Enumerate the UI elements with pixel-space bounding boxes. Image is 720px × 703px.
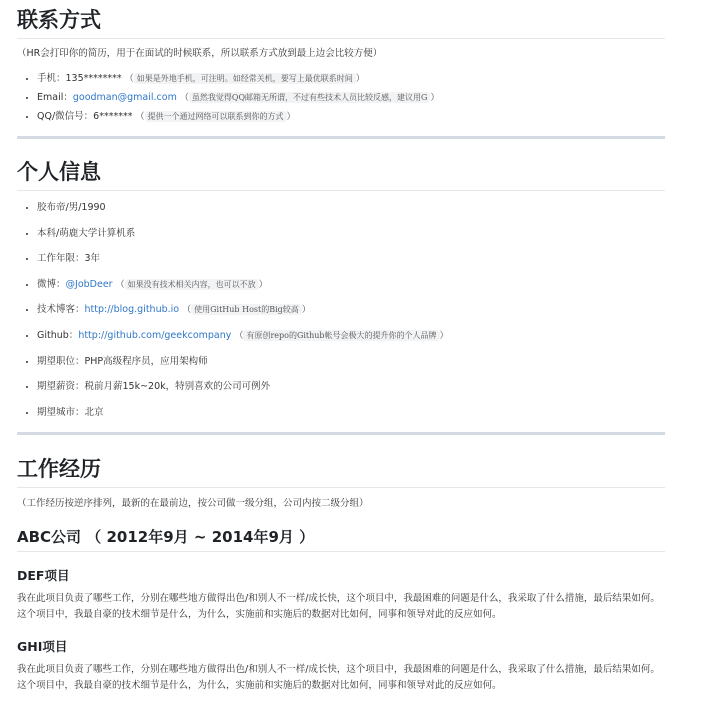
contact-section bbox=[17, 4, 665, 39]
phone-value: 135******** bbox=[65, 73, 122, 84]
contact-heading: 联系方式 bbox=[17, 4, 665, 39]
personal-list bbox=[17, 199, 677, 429]
contact-item-phone: • 手机：135******** （ 如果是外地手机，可注明。如经常关机，要写上最优联系时间 ） bbox=[37, 70, 677, 89]
project-desc-ghi: 我在此项目负责了哪些工作，分别在哪些地方做得出色/和别人不一样/成长快，这个项目中，我最困难的问题是什么，我采取了什么措施，最后结果如何。这个项目中，我最自豪的技术细节是什么，为什么，实施前和实施后的数据对比如何，同事和领导对此的反应如何。 bbox=[17, 664, 660, 691]
github-comment: 有原创repo的Github帐号会极大的提升你的个人品牌 bbox=[243, 330, 439, 341]
work-section bbox=[17, 453, 665, 488]
section-divider bbox=[17, 136, 665, 139]
qq-comment: 提供一个通过网络可以联系到你的方式 bbox=[145, 111, 287, 122]
github-link[interactable]: http://github.com/geekcompany bbox=[78, 329, 232, 341]
personal-item-weibo: • 微博：@JobDeer （ 如果没有技术相关内容，也可以不放 ） bbox=[37, 276, 677, 302]
contact-item-qq: • QQ/微信号：6******* （ 提供一个通过网络可以联系到你的方式 ） bbox=[37, 108, 677, 127]
blog-link[interactable]: http://blog.github.io bbox=[84, 304, 180, 316]
weibo-link[interactable]: @JobDeer bbox=[65, 278, 113, 290]
personal-item-city: • 期望城市：北京 bbox=[37, 404, 677, 430]
personal-item-github: • Github：http://github.com/geekcompany （ 有原创repo的Github帐号会极大的提升你的个人品牌 ） bbox=[37, 327, 677, 353]
contact-item-email: • Email：goodman@gmail.com （ 虽然我觉得QQ邮箱无所谓，不过有些技术人员比较反感，建议用G ） bbox=[37, 89, 677, 108]
personal-item-basic: • 胶布帝/男/1990 bbox=[37, 199, 677, 225]
email-link[interactable]: goodman@gmail.com bbox=[72, 92, 177, 103]
company-heading: ABC公司 （ 2012年9月 ~ 2014年9月 ） bbox=[17, 526, 665, 552]
project-title-def: DEF项目 bbox=[17, 568, 70, 583]
weibo-comment: 如果没有技术相关内容，也可以不放 bbox=[125, 279, 259, 290]
project-title-ghi: GHI项目 bbox=[17, 639, 68, 654]
personal-item-position: • 期望职位：PHP高级程序员，应用架构师 bbox=[37, 353, 677, 379]
contact-note: （HR会打印你的简历，用于在面试的时候联系，所以联系方式放到最上边会比较方便） bbox=[17, 48, 383, 59]
personal-heading: 个人信息 bbox=[17, 156, 665, 191]
personal-item-experience: • 工作年限：3年 bbox=[37, 250, 677, 276]
work-note: （工作经历按逆序排列，最新的在最前边，按公司做一级分组，公司内按二级分组） bbox=[17, 498, 369, 509]
contact-list bbox=[17, 70, 677, 127]
personal-section bbox=[17, 156, 665, 191]
section-divider bbox=[17, 432, 665, 435]
project-desc-def: 我在此项目负责了哪些工作，分别在哪些地方做得出色/和别人不一样/成长快，这个项目中，我最困难的问题是什么，我采取了什么措施，最后结果如何。这个项目中，我最自豪的技术细节是什么，为什么，实施前和实施后的数据对比如何，同事和领导对此的反应如何。 bbox=[17, 593, 660, 620]
blog-comment: 使用GitHub Host的Big较高 bbox=[191, 304, 302, 315]
email-comment: 虽然我觉得QQ邮箱无所谓，不过有些技术人员比较反感，建议用G bbox=[189, 92, 431, 103]
phone-comment: 如果是外地手机，可注明。如经常关机，要写上最优联系时间 bbox=[134, 73, 356, 84]
personal-item-education: • 本科/萌鹿大学计算机系 bbox=[37, 225, 677, 251]
personal-item-salary: • 期望薪资：税前月薪15k~20k，特别喜欢的公司可例外 bbox=[37, 378, 677, 404]
qq-value: 6******* bbox=[93, 111, 133, 122]
work-heading: 工作经历 bbox=[17, 453, 665, 488]
personal-item-blog: • 技术博客：http://blog.github.io （ 使用GitHub Host的Big较高 ） bbox=[37, 301, 677, 327]
